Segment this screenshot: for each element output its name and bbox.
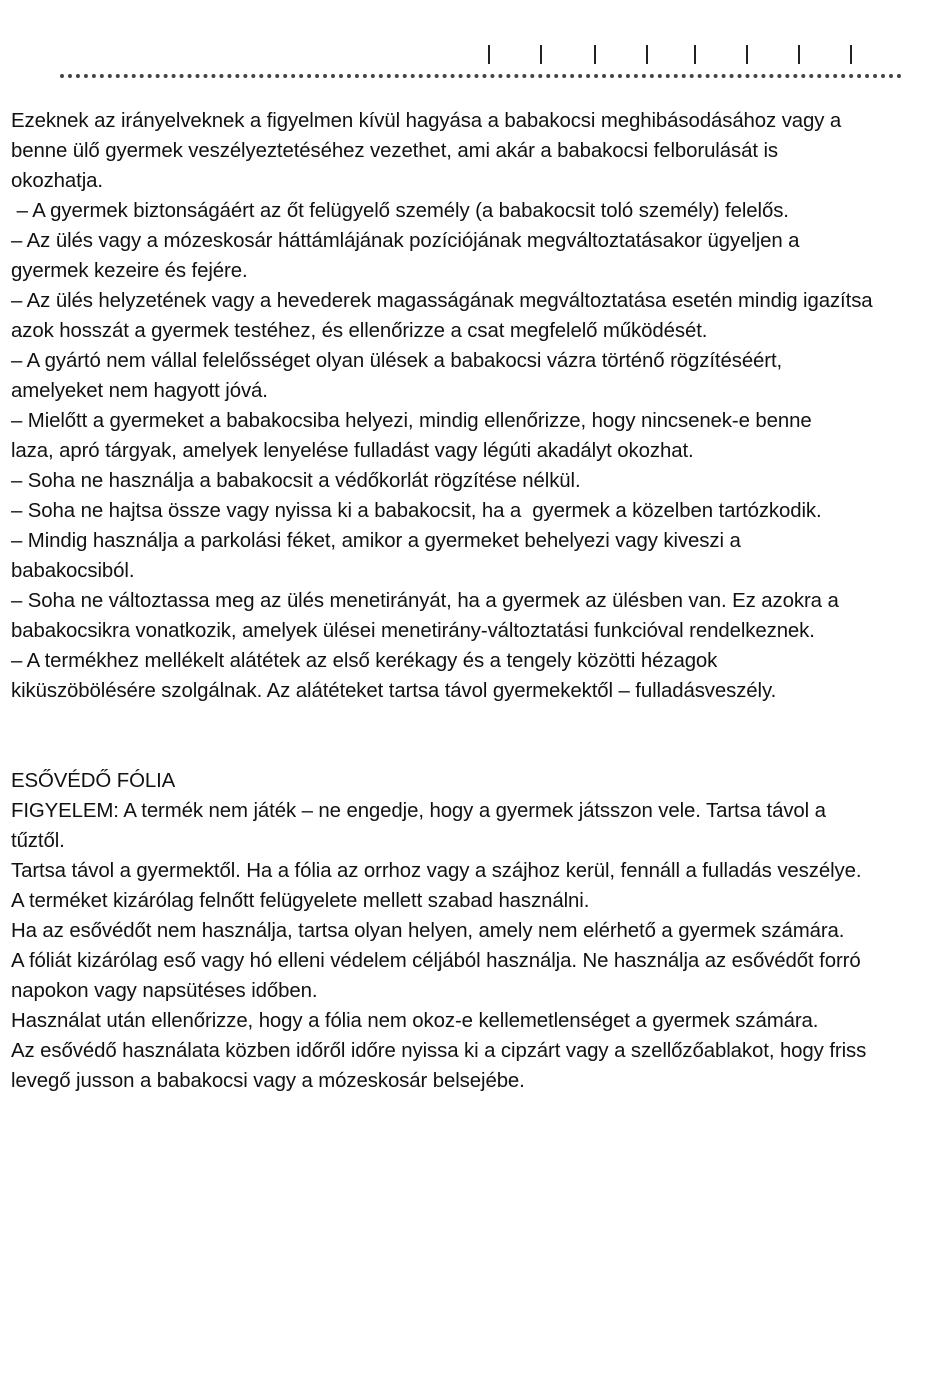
tick-mark bbox=[746, 45, 748, 64]
text-line: – A gyermek biztonságáért az őt felügyelő személy (a babakocsit toló személy) felelős. bbox=[11, 200, 789, 222]
dotted-divider bbox=[60, 74, 902, 78]
text-line: amelyeket nem hagyott jóvá. bbox=[11, 380, 268, 402]
tick-mark bbox=[540, 45, 542, 64]
safety-guidelines-paragraph bbox=[11, 106, 947, 706]
text-line: Tartsa távol a gyermektől. Ha a fólia az orrhoz vagy a szájhoz kerül, fennáll a fulladás veszélye. bbox=[11, 860, 862, 882]
text-line: Ezeknek az irányelveknek a figyelmen kívül hagyása a babakocsi meghibásodásához vagy a bbox=[11, 110, 842, 132]
tick-mark bbox=[488, 45, 490, 64]
document-body bbox=[11, 106, 947, 1096]
section-heading: ESŐVÉDŐ FÓLIA bbox=[11, 770, 176, 792]
text-line: – A termékhez mellékelt alátétek az első kerékagy és a tengely közötti hézagok bbox=[11, 650, 718, 672]
text-line: – Mindig használja a parkolási féket, amikor a gyermeket behelyezi vagy kiveszi a bbox=[11, 530, 741, 552]
text-line: FIGYELEM: A termék nem játék – ne engedje, hogy a gyermek játsszon vele. Tartsa távol a bbox=[11, 800, 826, 822]
text-line: – Az ülés helyzetének vagy a hevederek magasságának megváltoztatása esetén mindig igazítsa bbox=[11, 290, 873, 312]
page-header bbox=[0, 0, 950, 90]
text-line: napokon vagy napsütéses időben. bbox=[11, 980, 318, 1002]
text-line: – A gyártó nem vállal felelősséget olyan ülések a babakocsi vázra történő rögzítéséért, bbox=[11, 350, 783, 372]
section-spacer bbox=[11, 706, 947, 766]
tick-mark bbox=[694, 45, 696, 64]
text-line: Használat után ellenőrizze, hogy a fólia nem okoz-e kellemetlenséget a gyermek számára. bbox=[11, 1010, 819, 1032]
text-line: – Az ülés vagy a mózeskosár háttámlájának pozíciójának megváltoztatásakor ügyeljen a bbox=[11, 230, 800, 252]
text-line: – Mielőtt a gyermeket a babakocsiba helyezi, mindig ellenőrizze, hogy nincsenek-e benne bbox=[11, 410, 812, 432]
text-line: kiküszöbölésére szolgálnak. Az alátéteket tartsa távol gyermekektől – fulladásveszély. bbox=[11, 680, 777, 702]
tick-mark bbox=[798, 45, 800, 64]
text-line: A fóliát kizárólag eső vagy hó elleni védelem céljából használja. Ne használja az esővédőt forró bbox=[11, 950, 861, 972]
tick-mark bbox=[646, 45, 648, 64]
text-line: – Soha ne változtassa meg az ülés menetirányát, ha a gyermek az ülésben van. Ez azokra a bbox=[11, 590, 839, 612]
text-line: gyermek kezeire és fejére. bbox=[11, 260, 248, 282]
text-line: – Soha ne használja a babakocsit a védőkorlát rögzítése nélkül. bbox=[11, 470, 581, 492]
text-line: tűztől. bbox=[11, 830, 65, 852]
text-line: okozhatja. bbox=[11, 170, 103, 192]
text-line: laza, apró tárgyak, amelyek lenyelése fulladást vagy légúti akadályt okozhat. bbox=[11, 440, 694, 462]
text-line: – Soha ne hajtsa össze vagy nyissa ki a babakocsit, ha a gyermek a közelben tartózkodik. bbox=[11, 500, 822, 522]
tick-mark bbox=[594, 45, 596, 64]
tick-mark bbox=[850, 45, 852, 64]
text-line: Ha az esővédőt nem használja, tartsa olyan helyen, amely nem elérhető a gyermek számára. bbox=[11, 920, 845, 942]
rain-cover-section bbox=[11, 766, 947, 1096]
text-line: Az esővédő használata közben időről időre nyissa ki a cipzárt vagy a szellőzőablakot, hogy friss bbox=[11, 1040, 867, 1062]
text-line: benne ülő gyermek veszélyeztetéséhez vezethet, ami akár a babakocsi felborulását is bbox=[11, 140, 778, 162]
text-line: A terméket kizárólag felnőtt felügyelete mellett szabad használni. bbox=[11, 890, 590, 912]
text-line: babakocsikra vonatkozik, amelyek ülései menetirány-változtatási funkcióval rendelkeznek. bbox=[11, 620, 815, 642]
text-line: levegő jusson a babakocsi vagy a mózeskosár belsejébe. bbox=[11, 1070, 525, 1092]
tick-marks bbox=[0, 45, 950, 65]
text-line: azok hosszát a gyermek testéhez, és ellenőrizze a csat megfelelő működését. bbox=[11, 320, 708, 342]
text-line: babakocsiból. bbox=[11, 560, 135, 582]
